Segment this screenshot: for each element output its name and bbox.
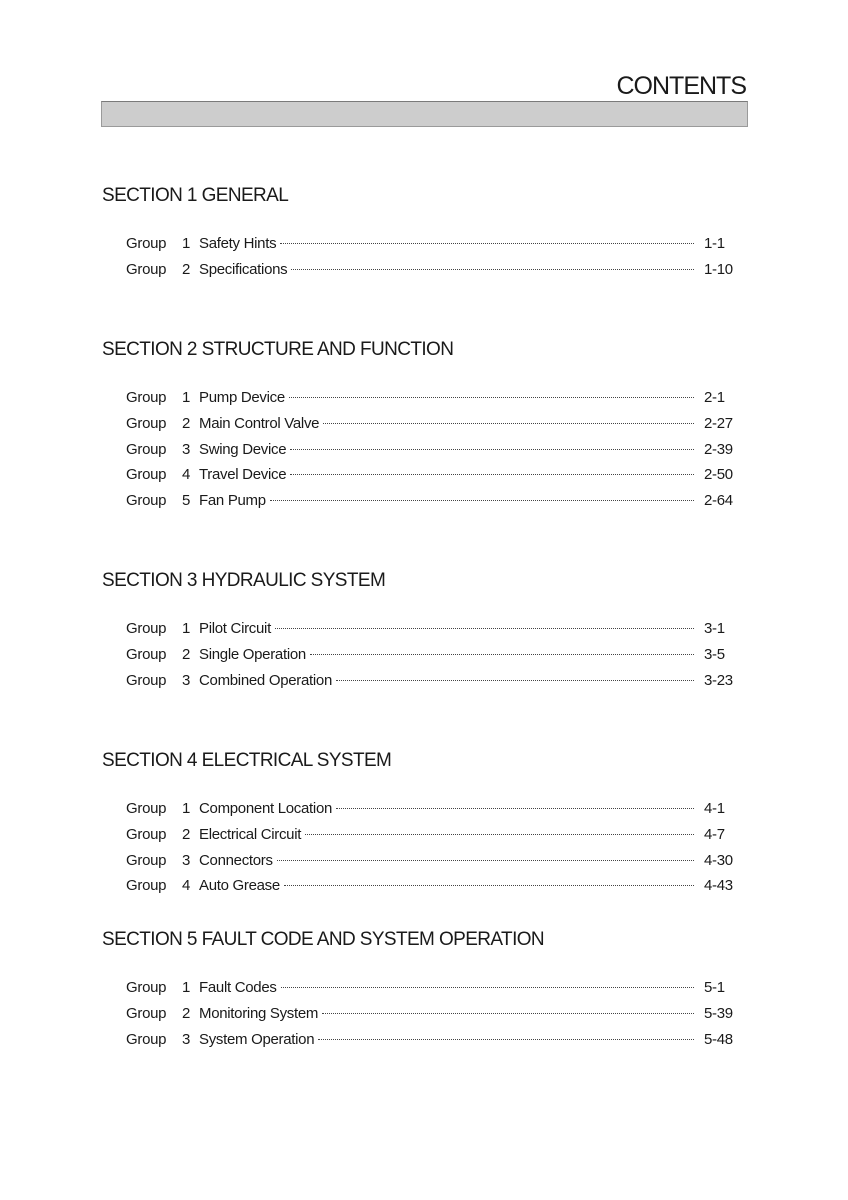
group-label: Group xyxy=(126,645,167,663)
group-name: Single Operation xyxy=(199,645,306,663)
section-title: SECTION 4 ELECTRICAL SYSTEM xyxy=(102,750,392,771)
page-number: 3-23 xyxy=(704,671,733,689)
page-number: 4-43 xyxy=(704,877,733,895)
section-title: SECTION 5 FAULT CODE AND SYSTEM OPERATION xyxy=(102,929,545,950)
toc-entry[interactable] xyxy=(126,415,744,437)
toc-entry[interactable] xyxy=(126,235,744,257)
page-number: 2-64 xyxy=(704,492,733,510)
page-title: CONTENTS xyxy=(616,72,746,100)
group-label: Group xyxy=(126,466,167,484)
page-number: 5-39 xyxy=(704,1004,733,1022)
group-number: 1 xyxy=(182,800,191,817)
toc-entry[interactable] xyxy=(126,672,744,694)
group-label: Group xyxy=(126,260,167,278)
group-label: Group xyxy=(126,1004,167,1022)
group-name: Monitoring System xyxy=(199,1004,319,1022)
dot-leader xyxy=(305,833,694,835)
group-number: 3 xyxy=(182,671,191,689)
group-label: Group xyxy=(126,851,167,869)
toc-entry[interactable] xyxy=(126,852,744,874)
group-label: Group xyxy=(126,492,167,510)
group-label: Group xyxy=(126,440,167,458)
group-name: System Operation xyxy=(199,1030,315,1048)
group-label: Group xyxy=(126,414,167,432)
group-number: 1 xyxy=(182,620,191,637)
page-number: 5-48 xyxy=(704,1030,733,1048)
group-number: 1 xyxy=(182,235,191,252)
page-number: 2-27 xyxy=(704,414,733,432)
group-name: Travel Device xyxy=(199,466,287,484)
toc-entry[interactable] xyxy=(126,826,744,848)
toc-entry[interactable] xyxy=(126,1005,744,1027)
page-number: 3-1 xyxy=(704,620,725,637)
group-label: Group xyxy=(126,979,167,996)
dot-leader xyxy=(290,473,694,475)
group-name: Auto Grease xyxy=(199,877,280,895)
group-name: Swing Device xyxy=(199,440,287,458)
toc-entry[interactable] xyxy=(126,441,744,463)
group-name: Specifications xyxy=(199,260,288,278)
dot-leader xyxy=(318,1038,694,1040)
group-name: Connectors xyxy=(199,851,273,869)
group-number: 2 xyxy=(182,414,191,432)
toc-entry[interactable] xyxy=(126,466,744,488)
group-label: Group xyxy=(126,825,167,843)
group-number: 2 xyxy=(182,825,191,843)
page-number: 1-1 xyxy=(704,235,725,252)
page-number: 3-5 xyxy=(704,645,725,663)
group-number: 2 xyxy=(182,1004,191,1022)
toc-entry[interactable] xyxy=(126,979,744,1001)
toc-entry[interactable] xyxy=(126,261,744,283)
section-title: SECTION 2 STRUCTURE AND FUNCTION xyxy=(102,339,454,360)
dot-leader xyxy=(281,986,694,988)
group-name: Fault Codes xyxy=(199,979,277,996)
dot-leader xyxy=(291,268,694,270)
dot-leader xyxy=(290,448,694,450)
toc-entry[interactable] xyxy=(126,492,744,514)
group-name: Main Control Valve xyxy=(199,414,320,432)
group-name: Combined Operation xyxy=(199,671,333,689)
group-label: Group xyxy=(126,1030,167,1048)
dot-leader xyxy=(336,679,694,681)
group-number: 2 xyxy=(182,645,191,663)
group-label: Group xyxy=(126,235,167,252)
group-label: Group xyxy=(126,671,167,689)
group-number: 1 xyxy=(182,979,191,996)
group-name: Pump Device xyxy=(199,389,285,406)
dot-leader xyxy=(280,242,694,244)
group-number: 3 xyxy=(182,851,191,869)
dot-leader xyxy=(322,1012,694,1014)
group-number: 4 xyxy=(182,877,191,895)
dot-leader xyxy=(289,396,694,398)
group-number: 5 xyxy=(182,492,191,510)
page-number: 5-1 xyxy=(704,979,725,996)
toc-entry[interactable] xyxy=(126,389,744,411)
group-name: Fan Pump xyxy=(199,492,266,510)
toc-entry[interactable] xyxy=(126,877,744,899)
toc-entry[interactable] xyxy=(126,1031,744,1053)
title-bar xyxy=(101,101,748,127)
section-title: SECTION 1 GENERAL xyxy=(102,185,289,206)
page-number: 1-10 xyxy=(704,260,733,278)
group-number: 3 xyxy=(182,440,191,458)
dot-leader xyxy=(277,859,694,861)
page-number: 2-1 xyxy=(704,389,725,406)
page-number: 4-7 xyxy=(704,825,725,843)
group-name: Pilot Circuit xyxy=(199,620,271,637)
dot-leader xyxy=(270,499,694,501)
group-number: 2 xyxy=(182,260,191,278)
group-number: 1 xyxy=(182,389,191,406)
group-label: Group xyxy=(126,877,167,895)
group-name: Electrical Circuit xyxy=(199,825,302,843)
group-label: Group xyxy=(126,800,167,817)
section-title: SECTION 3 HYDRAULIC SYSTEM xyxy=(102,570,386,591)
page-number: 2-39 xyxy=(704,440,733,458)
group-number: 4 xyxy=(182,466,191,484)
toc-entry[interactable] xyxy=(126,646,744,668)
toc-entry[interactable] xyxy=(126,620,744,642)
group-name: Safety Hints xyxy=(199,235,277,252)
dot-leader xyxy=(284,884,694,886)
dot-leader xyxy=(275,627,694,629)
page-number: 2-50 xyxy=(704,466,733,484)
dot-leader xyxy=(310,653,694,655)
page-number: 4-30 xyxy=(704,851,733,869)
group-label: Group xyxy=(126,389,167,406)
group-number: 3 xyxy=(182,1030,191,1048)
group-label: Group xyxy=(126,620,167,637)
group-name: Component Location xyxy=(199,800,333,817)
page-number: 4-1 xyxy=(704,800,725,817)
toc-entry[interactable] xyxy=(126,800,744,822)
dot-leader xyxy=(336,807,694,809)
dot-leader xyxy=(323,422,694,424)
